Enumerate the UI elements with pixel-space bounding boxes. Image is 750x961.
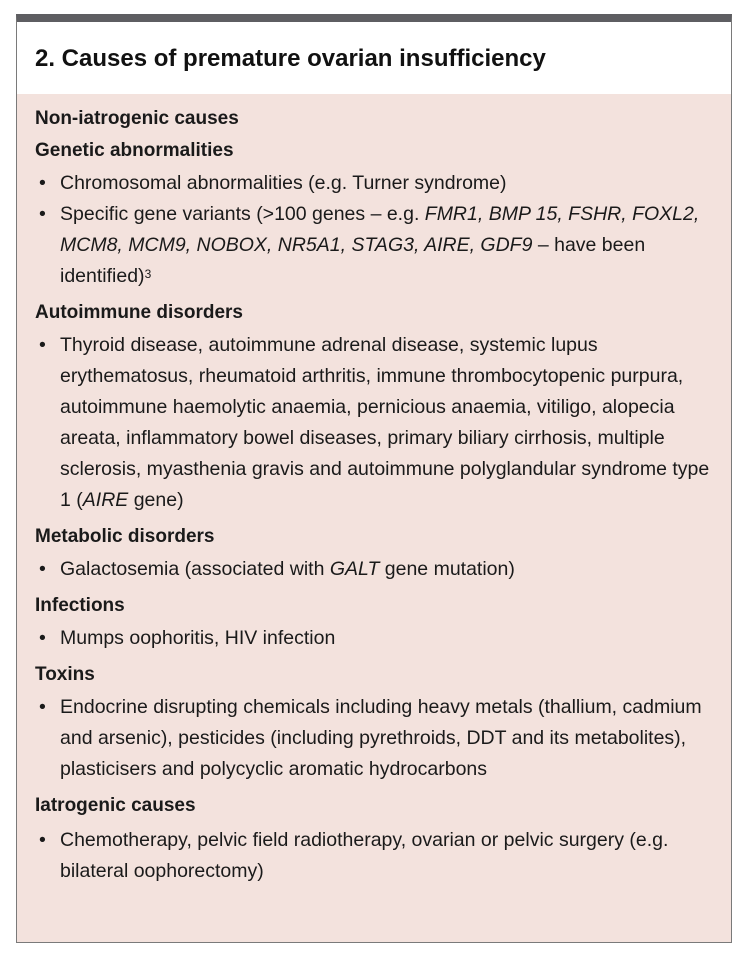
toxins-list <box>35 692 713 785</box>
genetic-list <box>35 168 713 292</box>
noniatrogenic-heading: Non-iatrogenic causes <box>35 108 239 129</box>
item-text: Chromosomal abnormalities (e.g. Turner syndrome) <box>60 172 507 194</box>
bullet-icon: • <box>39 334 46 356</box>
box-title: 2. Causes of premature ovarian insufficiency <box>35 45 546 72</box>
infections-heading: Infections <box>35 595 125 616</box>
metabolic-list <box>35 554 713 585</box>
list-item <box>35 554 713 585</box>
section-infections <box>35 593 713 654</box>
infections-list <box>35 623 713 654</box>
item-text: Mumps oophoritis, HIV infection <box>60 627 336 649</box>
item-text-suffix: gene) <box>128 489 184 511</box>
list-item <box>35 199 713 292</box>
iatrogenic-heading: Iatrogenic causes <box>35 795 196 816</box>
bullet-icon: • <box>39 696 46 718</box>
bullet-icon: • <box>39 829 46 851</box>
item-text: Endocrine disrupting chemicals including heavy metals (thallium, cadmium and arsenic), pesticides (including pyrethroids, DDT and its metabolites), plasticisers and polycyclic aromatic hydrocarbons <box>60 696 702 780</box>
bullet-icon: • <box>39 558 46 580</box>
section-metabolic <box>35 524 713 585</box>
list-item <box>35 168 713 199</box>
item-text-prefix: Specific gene variants (>100 genes – e.g. <box>60 203 425 225</box>
box-body <box>17 94 731 887</box>
causes-box <box>16 14 732 943</box>
item-text: Thyroid disease, autoimmune adrenal disease, systemic lupus erythematosus, rheumatoid arthritis, immune thrombocytopenic purpura, autoimmune haemolytic anaemia, pernicious anaemia, vitiligo, alopecia areata, inflammatory bowel diseases, primary biliary cirrhosis, multiple sclerosis, myasthenia gravis and autoimmune polyglandular syndrome type 1 ( <box>60 334 710 511</box>
metabolic-heading: Metabolic disorders <box>35 526 215 547</box>
gene-name: GALT <box>329 558 380 580</box>
gene-list: FMR1, BMP 15, FSHR, FOXL2, MCM8, MCM9, NOBOX, NR5A1, STAG3, AIRE, GDF9 <box>60 203 700 256</box>
bullet-icon: • <box>39 203 46 225</box>
section-genetic <box>35 138 713 292</box>
item-text-suffix: gene mutation) <box>379 558 515 580</box>
bullet-icon: • <box>39 172 46 194</box>
box-header <box>17 22 731 94</box>
list-item <box>35 825 713 887</box>
section-iatrogenic <box>35 793 713 887</box>
autoimmune-list <box>35 330 713 516</box>
bullet-icon: • <box>39 627 46 649</box>
autoimmune-heading: Autoimmune disorders <box>35 302 243 323</box>
iatrogenic-list <box>35 825 713 887</box>
item-text: Chemotherapy, pelvic field radiotherapy, ovarian or pelvic surgery (e.g. bilateral oophorectomy) <box>60 829 669 882</box>
reference-number: 3 <box>144 267 152 281</box>
item-text-prefix: Galactosemia (associated with <box>60 558 330 580</box>
list-item <box>35 623 713 654</box>
list-item <box>35 330 713 516</box>
section-autoimmune <box>35 300 713 516</box>
section-toxins <box>35 662 713 785</box>
toxins-heading: Toxins <box>35 664 95 685</box>
list-item <box>35 692 713 785</box>
gene-name: AIRE <box>82 489 129 511</box>
item-text-suffix: – have been identified) <box>60 234 646 287</box>
genetic-heading: Genetic abnormalities <box>35 140 234 161</box>
